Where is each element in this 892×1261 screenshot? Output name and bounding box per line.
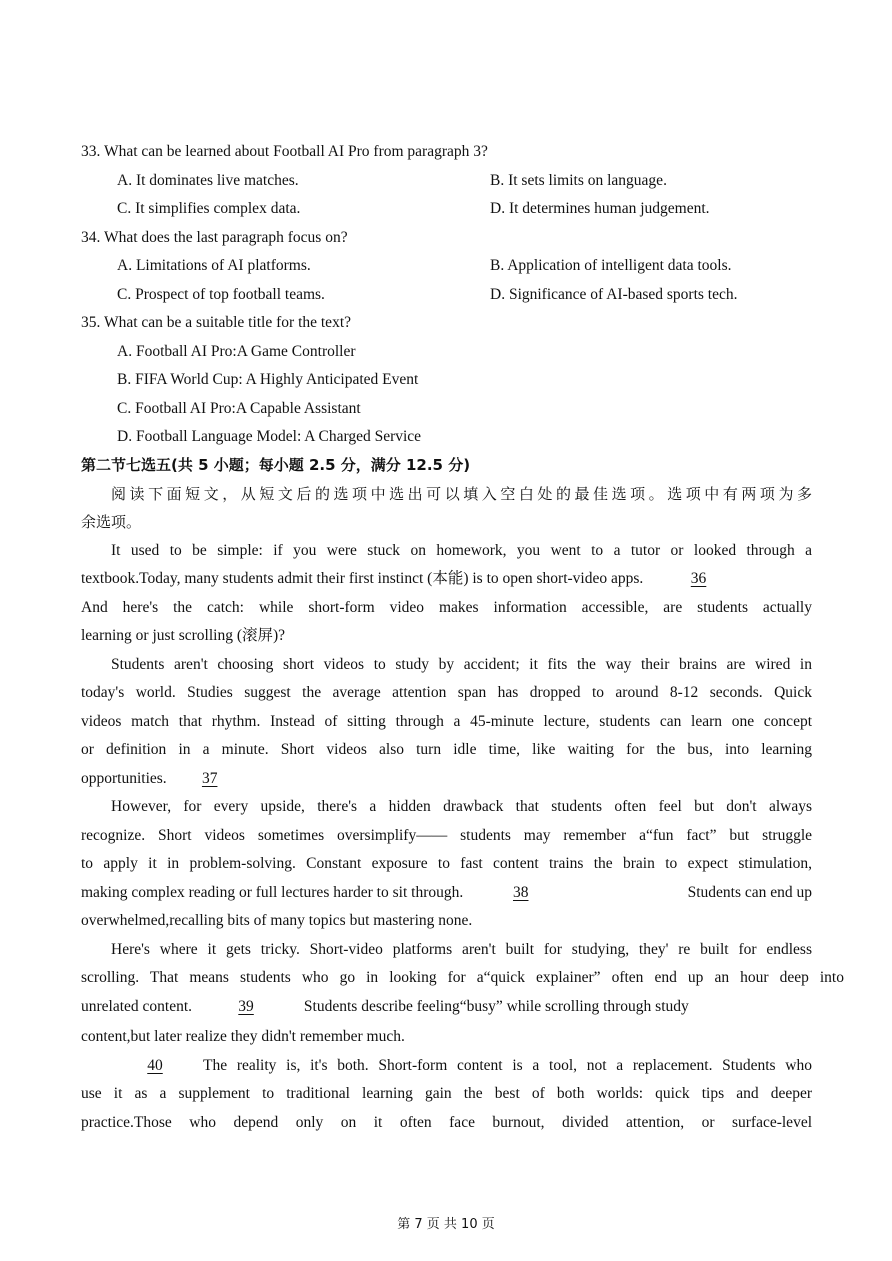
q34-option-b: B. Application of intelligent data tools. — [490, 257, 732, 274]
passage-p2-line-2: today's world. Studies suggest the average attention span has dropped to around 8-12 seconds. Quick — [81, 684, 812, 701]
passage-p1-line-3: And here's the catch: while short-form video makes information accessible, are students actually — [81, 599, 812, 616]
blank-37: 37 — [201, 770, 218, 787]
blank-39: 39 — [238, 998, 254, 1015]
blank-38: 38 — [512, 884, 529, 901]
passage-p2-line-4: or definition in a minute. Short videos also turn idle time, like waiting for the bus, into learning — [81, 741, 812, 758]
q33-option-a: A. It dominates live matches. — [117, 172, 299, 189]
passage-p3-line-4-left — [81, 883, 578, 903]
passage-p3-line-3: to apply it in problem-solving. Constant exposure to fast content trains the brain to expect stimulation, — [81, 855, 812, 872]
passage-p1-line-1: It used to be simple: if you were stuck on homework, you went to a tutor or looked through a — [111, 542, 812, 559]
blank-40: 40 — [147, 1057, 163, 1074]
q35-option-c: C. Football AI Pro:A Capable Assistant — [117, 400, 361, 417]
q35-option-b: B. FIFA World Cup: A Highly Anticipated Event — [117, 371, 419, 388]
page-footer: 第 7 页 共 10 页 — [397, 1217, 495, 1232]
passage-p4-line-3-tail: Students describe feeling“busy” while scrolling through study — [303, 998, 689, 1015]
passage-p2-line-1: Students aren't choosing short videos to study by accident; it fits the way their brains are wired in — [111, 656, 812, 673]
passage-p5-line-1 — [111, 1056, 812, 1076]
section-heading: 第二节七选五(共 5 小题；每小题 2.5 分，满分 12.5 分) — [81, 456, 471, 474]
passage-p3-line-4-text: making complex reading or full lectures harder to sit through. — [81, 884, 464, 901]
passage-p3-line-2: recognize. Short videos sometimes oversimplify—— students may remember a“fun fact” but struggle — [81, 827, 812, 844]
passage-p4-line-3-text: unrelated content. — [81, 998, 193, 1015]
passage-p2-line-5-text: opportunities. — [81, 770, 167, 787]
passage-p4-line-3 — [81, 997, 689, 1017]
q33-option-d: D. It determines human judgement. — [490, 200, 710, 217]
section-instruction-line-1: 阅读下面短文，从短文后的选项中选出可以填入空白处的最佳选项。选项中有两项为多 — [111, 485, 812, 503]
passage-p5-line-1-text: The reality is, it's both. Short-form content is a tool, not a replacement. Students who — [203, 1057, 812, 1074]
passage-p1-line-4: learning or just scrolling (滚屏)? — [81, 627, 286, 644]
q35-option-d: D. Football Language Model: A Charged Service — [117, 428, 422, 445]
passage-p4-line-1: Here's where it gets tricky. Short-video platforms aren't built for studying, they' re built for endless — [111, 941, 812, 958]
passage-p2-line-3: videos match that rhythm. Instead of sitting through a 45-minute lecture, students can learn one concept — [81, 713, 812, 730]
passage-p3-line-5: overwhelmed,recalling bits of many topics but mastering none. — [81, 912, 473, 929]
question-34-stem: 34. What does the last paragraph focus on? — [81, 229, 348, 246]
question-35-stem: 35. What can be a suitable title for the text? — [81, 314, 352, 331]
section-instruction-line-2: 余选项。 — [81, 513, 142, 531]
q34-option-a: A. Limitations of AI platforms. — [117, 257, 311, 274]
q33-option-c: C. It simplifies complex data. — [117, 200, 301, 217]
passage-p1-line-2 — [81, 569, 706, 589]
passage-p2-line-5 — [81, 769, 253, 789]
question-33-stem: 33. What can be learned about Football AI Pro from paragraph 3? — [81, 143, 488, 160]
passage-p5-line-3: practice.Those who depend only on it often face burnout, divided attention, or surface-level — [81, 1114, 812, 1131]
passage-p4-line-2: scrolling. That means students who go in looking for a“quick explainer” often end up an hour deep into — [81, 969, 844, 986]
q34-option-c: C. Prospect of top football teams. — [117, 286, 325, 303]
passage-p3-line-1: However, for every upside, there's a hidden drawback that students often feel but don't always — [111, 798, 812, 815]
q33-option-b: B. It sets limits on language. — [490, 172, 667, 189]
q34-option-d: D. Significance of AI-based sports tech. — [490, 286, 738, 303]
q35-option-a: A. Football AI Pro:A Game Controller — [117, 343, 356, 360]
passage-p4-line-4: content,but later realize they didn't remember much. — [81, 1028, 405, 1045]
passage-p5-line-2: use it as a supplement to traditional learning gain the best of both worlds: quick tips and deeper — [81, 1085, 812, 1102]
blank-36: 36 — [690, 570, 707, 587]
passage-p3-line-4 — [81, 883, 812, 903]
passage-p1-line-2-text: textbook.Today, many students admit their first instinct (本能) is to open short-video apps. — [81, 570, 644, 587]
passage-p3-line-4-right: Students can end up — [687, 884, 812, 901]
